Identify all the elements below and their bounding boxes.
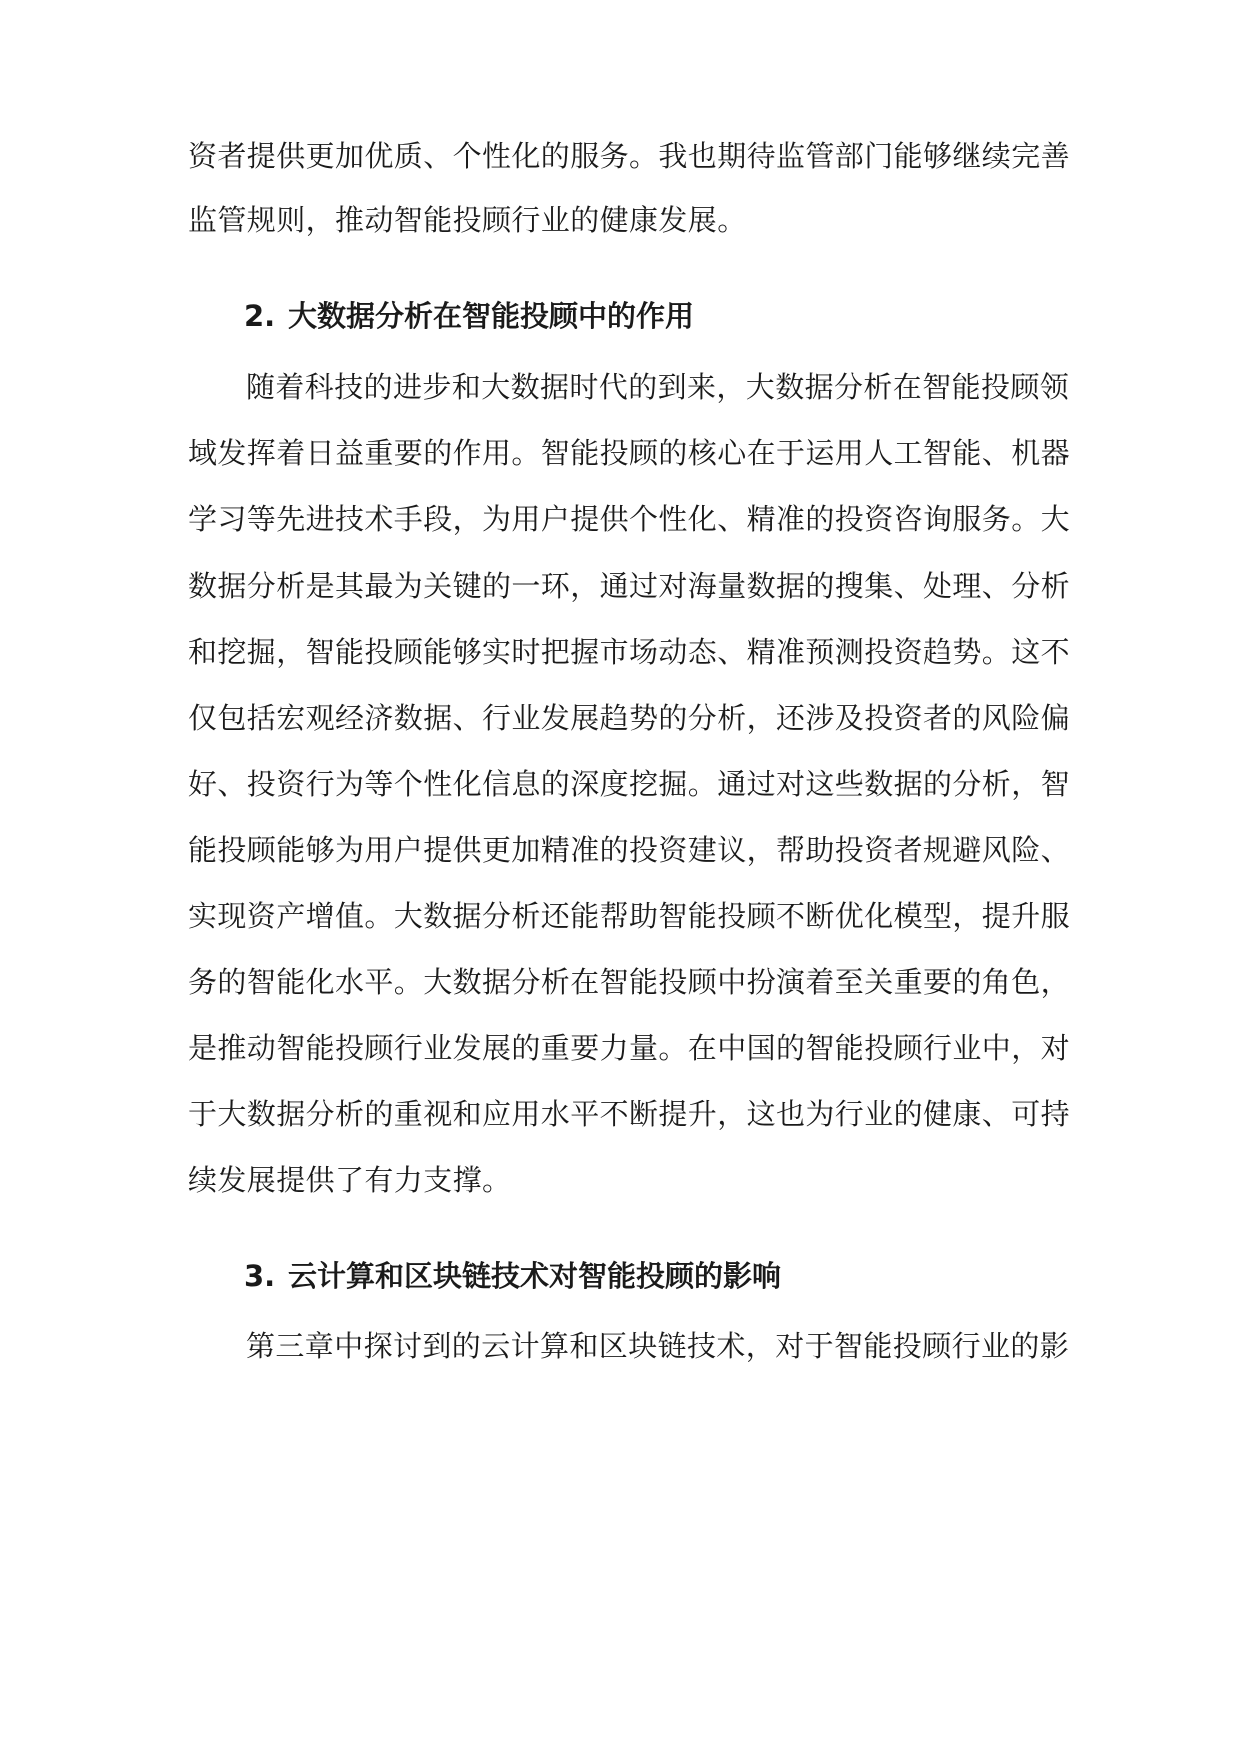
section-2-title: 大数据分析在智能投顾中的作用: [288, 299, 695, 333]
section-2-line-3: 学习等先进技术手段，为用户提供个性化、精准的投资咨询服务。大: [188, 502, 1071, 536]
section-2-line-13: 续发展提供了有力支撑。: [188, 1163, 512, 1197]
section-3-heading: [244, 1256, 781, 1296]
section-3-number: 3.: [244, 1259, 276, 1293]
section-2-line-7: 好、投资行为等个性化信息的深度挖掘。通过对这些数据的分析，智: [188, 767, 1071, 801]
section-2-line-12: 于大数据分析的重视和应用水平不断提升，这也为行业的健康、可持: [188, 1097, 1071, 1131]
section-2-line-6: 仅包括宏观经济数据、行业发展趋势的分析，还涉及投资者的风险偏: [188, 701, 1071, 735]
section-2-line-8: 能投顾能够为用户提供更加精准的投资建议，帮助投资者规避风险、: [188, 833, 1071, 867]
section-2-line-2: 域发挥着日益重要的作用。智能投顾的核心在于运用人工智能、机器: [188, 436, 1071, 470]
section-3-title: 云计算和区块链技术对智能投顾的影响: [288, 1259, 782, 1293]
intro-line-2: 监管规则，推动智能投顾行业的健康发展。: [188, 203, 747, 237]
section-2-line-4: 数据分析是其最为关键的一环，通过对海量数据的搜集、处理、分析: [188, 569, 1071, 603]
section-2-heading: [244, 296, 694, 336]
section-2-line-11: 是推动智能投顾行业发展的重要力量。在中国的智能投顾行业中，对: [188, 1031, 1071, 1065]
section-2-line-1: 随着科技的进步和大数据时代的到来，大数据分析在智能投顾领: [246, 370, 1070, 404]
section-2-number: 2.: [244, 299, 276, 333]
section-2-line-5: 和挖掘，智能投顾能够实时把握市场动态、精准预测投资趋势。这不: [188, 635, 1071, 669]
intro-line-1: 资者提供更加优质、个性化的服务。我也期待监管部门能够继续完善: [188, 139, 1071, 173]
section-2-line-10: 务的智能化水平。大数据分析在智能投顾中扮演着至关重要的角色，: [188, 965, 1071, 999]
section-3-line-1: 第三章中探讨到的云计算和区块链技术，对于智能投顾行业的影: [246, 1329, 1070, 1363]
section-2-line-9: 实现资产增值。大数据分析还能帮助智能投顾不断优化模型，提升服: [188, 899, 1071, 933]
